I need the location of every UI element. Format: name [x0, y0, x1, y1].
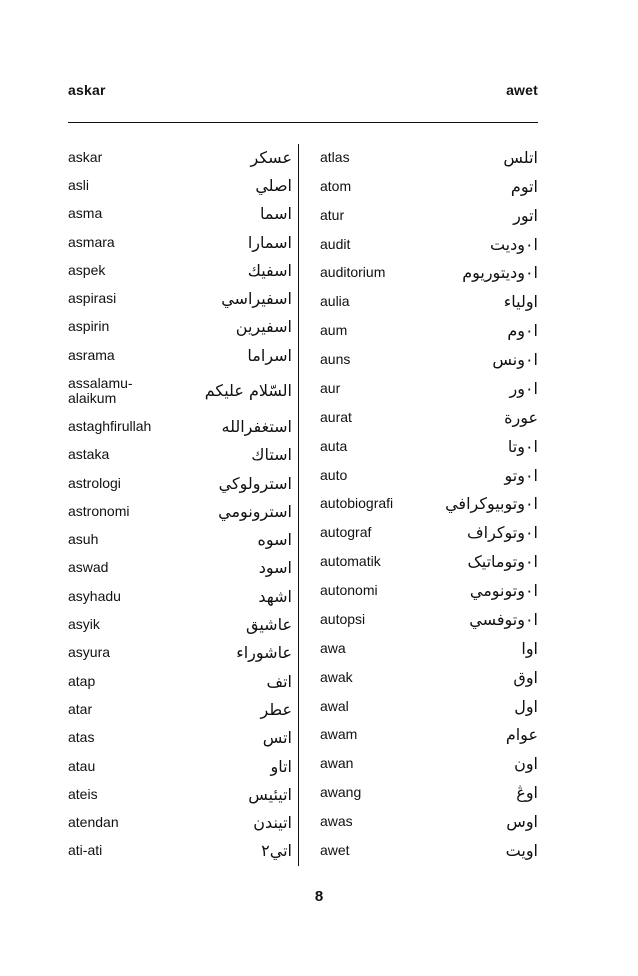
entry-row [68, 200, 292, 228]
entry-latin: asuh [68, 531, 99, 548]
entry-jawi: ا٠وتوماتيک [467, 552, 538, 572]
entry-row [68, 526, 292, 554]
entry-jawi: اسفيك [247, 260, 292, 280]
entry-jawi: ا٠وتوبيوكرافي [445, 494, 538, 514]
entry-jawi: اوق [513, 667, 538, 687]
entry-row [320, 547, 538, 576]
left-column [68, 143, 292, 865]
entry-latin: atau [68, 757, 96, 774]
entry-latin: asrama [68, 346, 115, 363]
entry-latin: autobiografi [320, 495, 394, 512]
entry-row [68, 808, 292, 836]
entry-jawi: السّلام عليكم [204, 381, 292, 401]
entry-jawi: اسما [260, 204, 292, 224]
entry-jawi: عسكر [250, 147, 292, 167]
entry-latin: atendan [68, 814, 119, 831]
entry-row [320, 721, 538, 750]
entry-latin: auto [320, 466, 348, 483]
entry-row [68, 171, 292, 199]
entry-latin: asyura [68, 644, 111, 661]
entry-jawi: استرولوكي [218, 473, 292, 493]
entry-latin: aulia [320, 293, 350, 310]
entry-row [68, 341, 292, 369]
entry-row [320, 201, 538, 230]
column-divider [298, 144, 299, 866]
entry-row [320, 576, 538, 605]
entry-row [68, 228, 292, 256]
entry-latin: ateis [68, 785, 98, 802]
entry-latin: atap [68, 672, 96, 689]
entry-latin: asyhadu [68, 587, 121, 604]
entry-latin: aspek [68, 261, 106, 278]
entry-jawi: اتوم [510, 176, 538, 196]
entry-latin: asli [68, 176, 90, 193]
entry-jawi: اسفيراسي [221, 289, 292, 309]
entry-latin: astaghfirullah [68, 417, 152, 434]
entry-latin: atar [68, 700, 93, 717]
entry-latin: audit [320, 235, 351, 252]
entry-jawi: ا٠وديتوريوم [462, 263, 538, 283]
entry-row [68, 143, 292, 171]
entry-latin: askar [68, 148, 103, 165]
entry-jawi: ا٠وتوكراف [467, 523, 538, 543]
entry-latin: astrologi [68, 474, 121, 491]
entry-jawi: اسود [258, 558, 292, 578]
entry-latin: atas [68, 729, 95, 746]
entry-row [68, 256, 292, 284]
entry-row [68, 441, 292, 469]
entry-latin: atom [320, 177, 352, 194]
entry-jawi: اتور [513, 205, 538, 225]
entry-latin: aum [320, 322, 348, 339]
entry-latin: auditorium [320, 264, 386, 281]
header-first-word: askar [68, 82, 106, 98]
entry-jawi: اتس [262, 728, 292, 748]
entry-row [68, 582, 292, 610]
entry-jawi: اتيئيس [248, 784, 292, 804]
entry-jawi: ا٠وتونومي [469, 581, 538, 601]
entry-row [68, 610, 292, 638]
entry-row [68, 780, 292, 808]
entry-row [320, 807, 538, 836]
entry-jawi: ا٠وم [507, 321, 538, 341]
entry-latin: asmara [68, 233, 115, 250]
entry-row [320, 634, 538, 663]
entry-jawi: اتلس [503, 147, 538, 167]
entry-jawi: استغفرالله [221, 416, 292, 436]
right-column [320, 143, 538, 865]
entry-latin: auns [320, 351, 351, 368]
entry-latin: automatik [320, 553, 381, 570]
entry-latin: autonomi [320, 582, 378, 599]
entry-jawi: استاك [251, 445, 292, 465]
entry-row [320, 316, 538, 345]
entry-row [68, 695, 292, 723]
entry-row [320, 663, 538, 692]
entry-jawi: عاشيق [246, 615, 292, 635]
entry-jawi: اتي٢ [261, 841, 292, 861]
entry-latin: aspirasi [68, 290, 117, 307]
header-last-word: awet [506, 82, 538, 98]
entry-latin: ati-ati [68, 842, 103, 859]
entry-row [68, 724, 292, 752]
entry-row [68, 497, 292, 525]
entry-latin: asyik [68, 616, 100, 633]
entry-row [320, 778, 538, 807]
entry-jawi: ا٠وتو [504, 465, 538, 485]
entry-jawi: اسوه [257, 530, 292, 550]
entry-latin: auta [320, 437, 348, 454]
entry-jawi: ا٠وتا [507, 436, 538, 456]
entry-latin: awal [320, 697, 349, 714]
entry-jawi: اتاو [270, 756, 292, 776]
entry-jawi: عورة [504, 407, 538, 427]
entry-jawi: عوام [505, 725, 538, 745]
entry-jawi: اوڠ [516, 783, 538, 803]
entry-latin: awam [320, 726, 358, 743]
entry-jawi: اصلي [255, 175, 292, 195]
entry-jawi: اويت [505, 840, 538, 860]
entry-jawi: ا٠ور [509, 378, 538, 398]
entry-row [320, 374, 538, 403]
entry-row [320, 230, 538, 259]
entry-latin: assalamu- alaikum [68, 374, 133, 406]
entry-jawi: اول [514, 696, 538, 716]
entry-latin: autograf [320, 524, 372, 541]
entry-jawi: عاشوراء [236, 643, 292, 663]
entry-jawi: ا٠وتوفسي [469, 609, 538, 629]
entry-row [320, 172, 538, 201]
entry-jawi: اولياء [503, 292, 538, 312]
entry-row [320, 692, 538, 721]
entry-jawi: اسمارا [247, 232, 292, 252]
entry-latin: awa [320, 639, 346, 656]
entry-latin: aspirin [68, 318, 110, 335]
entry-jawi: ا٠ونس [492, 350, 538, 370]
page-number: 8 [314, 888, 324, 905]
entry-row [68, 667, 292, 695]
entry-row [320, 749, 538, 778]
entry-row [68, 412, 292, 440]
entry-row [68, 313, 292, 341]
entry-row [320, 403, 538, 432]
entry-latin: atlas [320, 148, 350, 165]
entry-jawi: اشهد [258, 586, 292, 606]
entry-row [68, 284, 292, 312]
entry-latin: awas [320, 813, 353, 830]
entry-row [68, 469, 292, 497]
entry-row [68, 554, 292, 582]
entry-row [320, 605, 538, 634]
entry-row [320, 461, 538, 490]
entry-row [68, 837, 292, 865]
entry-latin: awak [320, 668, 353, 685]
entry-row [320, 143, 538, 172]
entry-latin: aurat [320, 408, 352, 425]
entry-row [320, 836, 538, 865]
entry-latin: awan [320, 755, 354, 772]
entry-latin: astaka [68, 446, 110, 463]
entry-latin: asma [68, 205, 103, 222]
entry-latin: autopsi [320, 610, 366, 627]
entry-row [320, 345, 538, 374]
entry-jawi: اوا [521, 638, 538, 658]
entry-jawi: اسراما [247, 345, 292, 365]
entry-jawi: عطر [260, 699, 292, 719]
entry-jawi: اتيندن [253, 813, 292, 833]
entry-latin: atur [320, 206, 345, 223]
entry-latin: awet [320, 841, 350, 858]
entry-row [320, 259, 538, 288]
entry-jawi: اوس [506, 812, 538, 832]
entry-row [320, 287, 538, 316]
entry-row [320, 432, 538, 461]
entry-row [320, 490, 538, 519]
header-rule [68, 122, 538, 123]
entry-jawi: استرونومي [218, 501, 292, 521]
entry-latin: aswad [68, 559, 109, 576]
entry-latin: awang [320, 784, 362, 801]
entry-jawi: اون [514, 754, 538, 774]
entry-row [320, 518, 538, 547]
entry-latin: astronomi [68, 502, 130, 519]
entry-jawi: ا٠وديت [489, 234, 538, 254]
entry-row [68, 639, 292, 667]
entry-jawi: اسفيرين [235, 317, 292, 337]
entry-jawi: اتف [266, 671, 292, 691]
entry-row [68, 752, 292, 780]
entry-row [68, 369, 292, 412]
entry-latin: aur [320, 379, 341, 396]
